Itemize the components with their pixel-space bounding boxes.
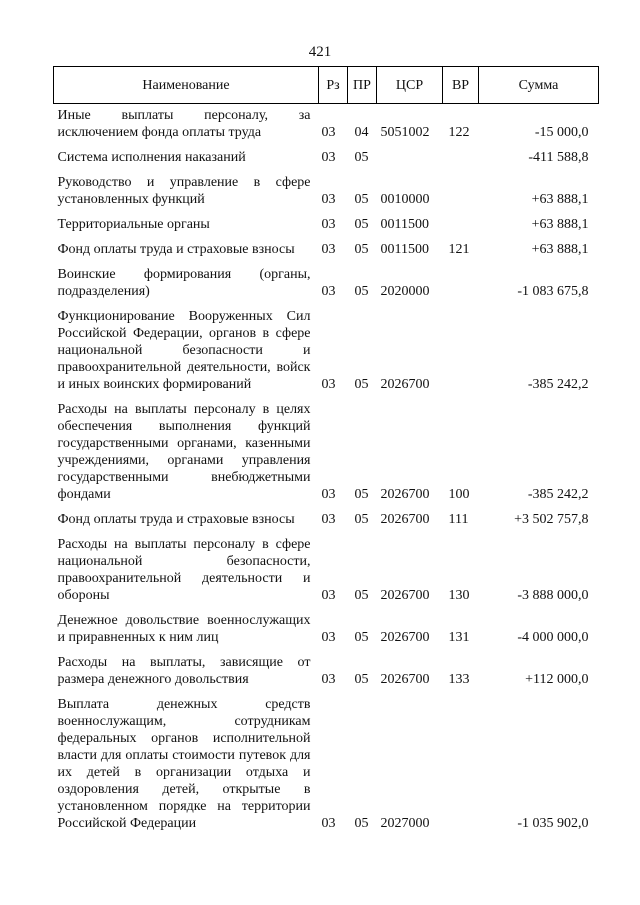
row-sum: +63 888,1: [531, 217, 589, 232]
row-pr: 05: [354, 588, 369, 603]
row-pr: 05: [354, 512, 369, 527]
row-pr: 05: [354, 377, 369, 392]
table-row: [54, 266, 599, 308]
page-number: 421: [308, 44, 332, 60]
row-pr: 05: [354, 217, 369, 232]
header-pr: ПР: [348, 67, 377, 104]
row-name: Воинские формирования (органы, подразделения): [57, 267, 311, 299]
table-row: [54, 216, 599, 241]
table-row: [54, 511, 599, 536]
row-csr: 2026700: [380, 588, 430, 603]
row-sum: -1 035 902,0: [517, 816, 589, 831]
row-name: Функционирование Вооруженных Сил Российской Федерации, органов в сфере национальной безопасности и правоохранительной деятельности, войск и иных воинских формирований: [57, 309, 311, 392]
row-csr: 0010000: [380, 192, 430, 207]
row-pr: 05: [354, 150, 369, 165]
row-sum: -385 242,2: [527, 487, 589, 502]
row-name: Расходы на выплаты, зависящие от размера денежного довольствия: [57, 655, 311, 687]
row-vr: 122: [448, 125, 470, 140]
row-sum: +63 888,1: [531, 192, 589, 207]
row-pr: 05: [354, 672, 369, 687]
row-name: Расходы на выплаты персоналу в целях обеспечения выполнения функций государственными органами, казенными учреждениями, органами управления государственными внебюджетными фондами: [57, 402, 311, 502]
header-sum: Сумма: [479, 67, 599, 104]
table-row: [54, 149, 599, 174]
row-pr: 05: [354, 284, 369, 299]
row-rz: 03: [321, 672, 336, 687]
row-name: Фонд оплаты труда и страховые взносы: [57, 242, 295, 257]
row-pr: 05: [354, 816, 369, 831]
row-sum: -385 242,2: [527, 377, 589, 392]
row-rz: 03: [321, 150, 336, 165]
table-row: [54, 536, 599, 612]
row-name: Денежное довольствие военнослужащих и приравненных к ним лиц: [57, 613, 311, 645]
row-pr: 05: [354, 242, 369, 257]
row-vr: 121: [448, 242, 470, 257]
row-rz: 03: [321, 217, 336, 232]
row-sum: -4 000 000,0: [517, 630, 589, 645]
row-name: Руководство и управление в сфере установленных функций: [57, 175, 311, 207]
row-pr: 04: [354, 125, 369, 140]
budget-table: [53, 66, 599, 840]
table-row: [54, 104, 599, 150]
row-rz: 03: [321, 487, 336, 502]
header-csr: ЦСР: [377, 67, 443, 104]
row-rz: 03: [321, 377, 336, 392]
row-name: Фонд оплаты труда и страховые взносы: [57, 512, 295, 527]
row-csr: 2026700: [380, 672, 430, 687]
row-sum: +112 000,0: [525, 672, 589, 687]
row-sum: -1 083 675,8: [517, 284, 589, 299]
row-sum: -15 000,0: [534, 125, 589, 140]
table-row: [54, 612, 599, 654]
row-name: Расходы на выплаты персоналу в сфере национальной безопасности, правоохранительной деятельности и обороны: [57, 537, 311, 603]
row-csr: 2026700: [380, 512, 430, 527]
table-row: [54, 241, 599, 266]
row-sum: +63 888,1: [531, 242, 589, 257]
header-name: Наименование: [54, 67, 319, 104]
row-rz: 03: [321, 284, 336, 299]
row-csr: 0011500: [380, 242, 429, 257]
row-rz: 03: [321, 816, 336, 831]
row-csr: 2026700: [380, 630, 430, 645]
row-vr: [443, 696, 479, 840]
row-csr: 2026700: [380, 377, 430, 392]
row-vr: [443, 216, 479, 241]
row-name: Территориальные органы: [57, 217, 210, 232]
row-vr: 100: [448, 487, 470, 502]
table-row: [54, 401, 599, 511]
row-vr: [443, 266, 479, 308]
row-rz: 03: [321, 630, 336, 645]
row-name: Иные выплаты персоналу, за исключением фонда оплаты труда: [57, 108, 311, 140]
row-csr: [377, 149, 443, 174]
row-csr: 2027000: [380, 816, 430, 831]
row-vr: 131: [448, 630, 470, 645]
row-vr: 130: [448, 588, 470, 603]
header-rz: Рз: [319, 67, 348, 104]
row-sum: -3 888 000,0: [517, 588, 589, 603]
row-vr: [443, 149, 479, 174]
row-vr: 133: [448, 672, 470, 687]
row-csr: 2026700: [380, 487, 430, 502]
row-rz: 03: [321, 588, 336, 603]
row-rz: 03: [321, 125, 336, 140]
table-row: [54, 654, 599, 696]
row-sum: -411 588,8: [528, 150, 589, 165]
row-pr: 05: [354, 487, 369, 502]
table-row: [54, 696, 599, 840]
row-vr: 111: [448, 512, 469, 527]
row-csr: 2020000: [380, 284, 430, 299]
row-csr: 0011500: [380, 217, 429, 232]
table-row: [54, 174, 599, 216]
row-rz: 03: [321, 512, 336, 527]
row-sum: +3 502 757,8: [514, 512, 589, 527]
row-rz: 03: [321, 242, 336, 257]
row-name: Система исполнения наказаний: [57, 150, 246, 165]
row-vr: [443, 308, 479, 401]
row-pr: 05: [354, 192, 369, 207]
table-header: [54, 67, 599, 104]
row-pr: 05: [354, 630, 369, 645]
table-row: [54, 308, 599, 401]
row-rz: 03: [321, 192, 336, 207]
row-vr: [443, 174, 479, 216]
row-csr: 5051002: [380, 125, 430, 140]
row-name: Выплата денежных средств военнослужащим, сотрудникам федеральных органов исполнительной власти для оплаты стоимости путевок для их детей в организации отдыха и оздоровления детей, открытые в установленном порядке на территории Российской Федерации: [57, 697, 311, 831]
header-vr: ВР: [443, 67, 479, 104]
